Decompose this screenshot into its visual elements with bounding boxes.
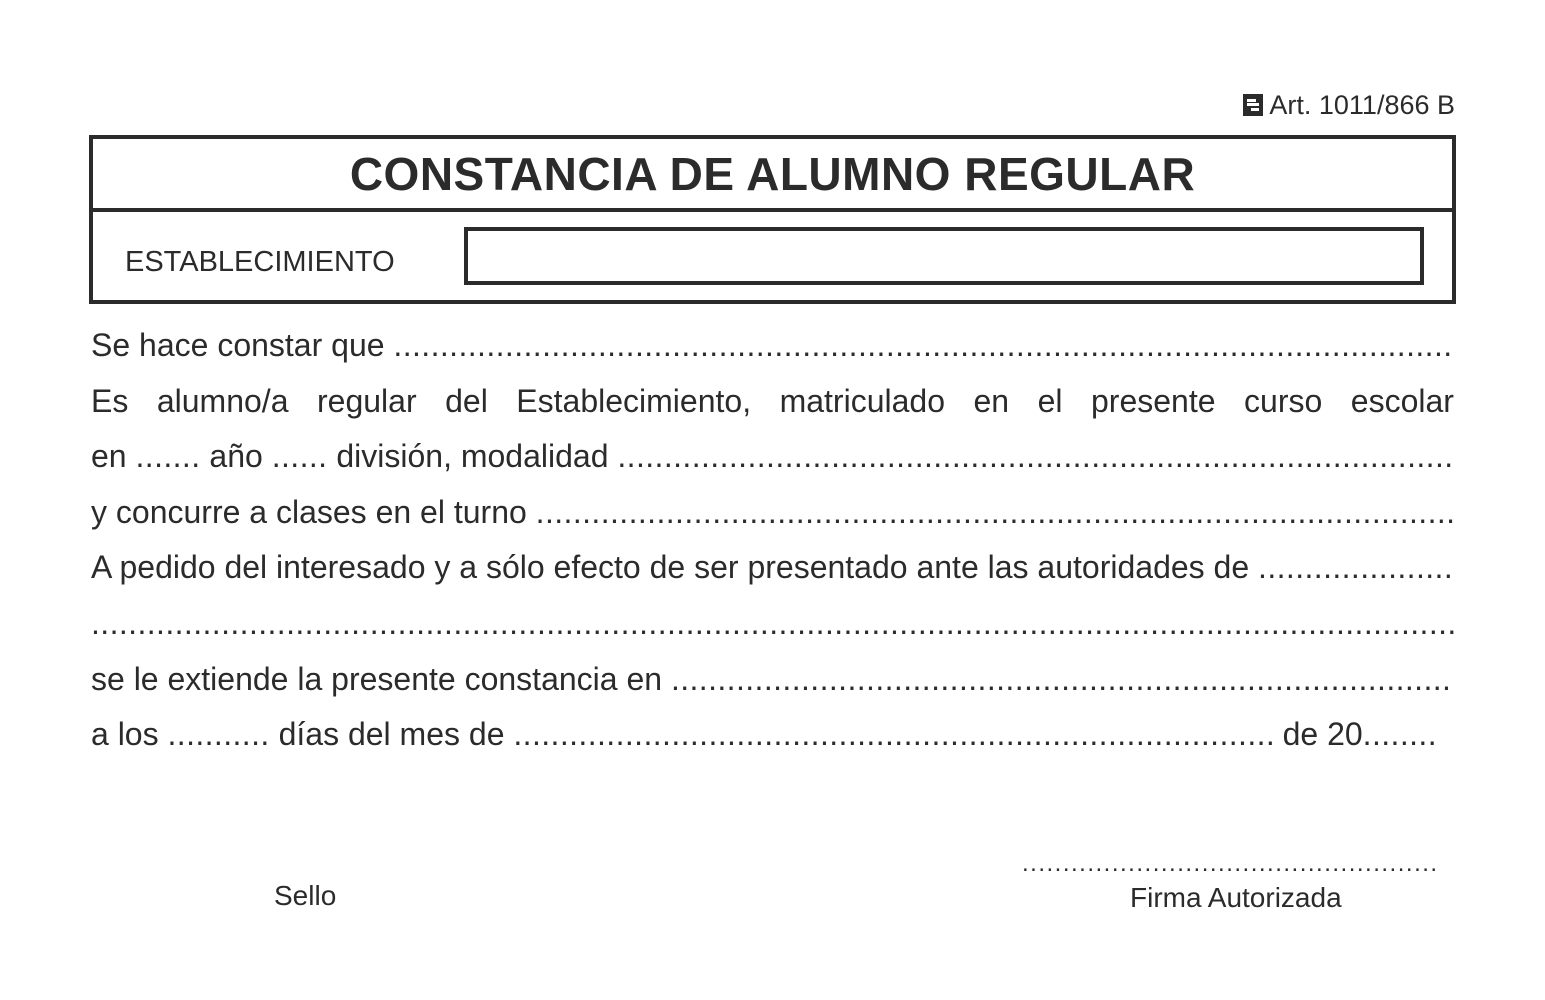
line-authorities-continued: [91, 596, 1454, 652]
line-2-word: en: [973, 382, 1010, 419]
line-7-text: se le extiende la presente constancia en: [91, 660, 663, 697]
line-2-word: Es: [91, 382, 129, 419]
line-shift: [91, 485, 1454, 541]
line-2-word: curso: [1244, 382, 1323, 419]
place-blank[interactable]: [671, 652, 1454, 708]
line-8-de-20: de 20: [1282, 716, 1363, 753]
article-number: Art. 1011/866 B: [1269, 90, 1455, 120]
line-3-en: en: [91, 438, 127, 475]
line-5-text: A pedido del interesado y a sólo efecto de ser presentado ante las autoridades de: [91, 549, 1250, 586]
authorities-blank[interactable]: [1258, 540, 1454, 596]
line-date: [91, 707, 1437, 763]
form-header-box: [89, 135, 1456, 304]
stamp-label: Sello: [274, 880, 337, 911]
line-2-word: presente: [1090, 382, 1216, 419]
publisher-logo-icon: [1243, 94, 1263, 116]
establishment-row: [93, 212, 1452, 300]
line-2-word: del: [445, 382, 488, 419]
month-blank[interactable]: [513, 707, 1273, 763]
form-title: CONSTANCIA DE ALUMNO REGULAR: [349, 147, 1196, 200]
line-year-division: [91, 429, 1454, 485]
establishment-label: ESTABLECIMIENTO: [125, 246, 395, 278]
division-blank[interactable]: ......: [271, 438, 328, 475]
signature-line[interactable]: ...................................................: [1022, 850, 1439, 877]
line-8-dias-del-mes: días del mes de: [278, 716, 505, 753]
student-name-blank[interactable]: [393, 318, 1454, 374]
establishment-field[interactable]: [464, 227, 1424, 285]
modality-blank[interactable]: [617, 429, 1454, 485]
line-2-word: alumno/a: [156, 382, 289, 419]
signature-label: Firma Autorizada: [1130, 882, 1342, 913]
year-blank[interactable]: .......: [135, 438, 201, 475]
certificate-body: [91, 318, 1454, 763]
line-2-word: matriculado: [779, 382, 945, 419]
line-4-text: y concurre a clases en el turno: [91, 493, 527, 530]
line-2-word: el: [1037, 382, 1063, 419]
line-2-word: Establecimiento,: [516, 382, 752, 419]
line-2-word: regular: [316, 382, 417, 419]
line-3-division-modalidad: división, modalidad: [336, 438, 609, 475]
authorities-blank-continued[interactable]: [91, 596, 1454, 652]
line-1-text: Se hace constar que: [91, 327, 385, 363]
line-2-word: escolar: [1350, 382, 1454, 419]
line-regular-student: [91, 374, 1454, 430]
line-place: [91, 652, 1454, 708]
line-3-ano: año: [209, 438, 263, 475]
line-authorities: [91, 540, 1454, 596]
day-blank[interactable]: ...........: [167, 716, 270, 753]
shift-blank[interactable]: [536, 485, 1454, 541]
title-row: [93, 139, 1452, 212]
line-8-a-los: a los: [91, 716, 159, 753]
line-student-name: [91, 318, 1454, 374]
year-suffix-blank[interactable]: ........: [1362, 716, 1437, 753]
article-reference: [1243, 88, 1455, 122]
